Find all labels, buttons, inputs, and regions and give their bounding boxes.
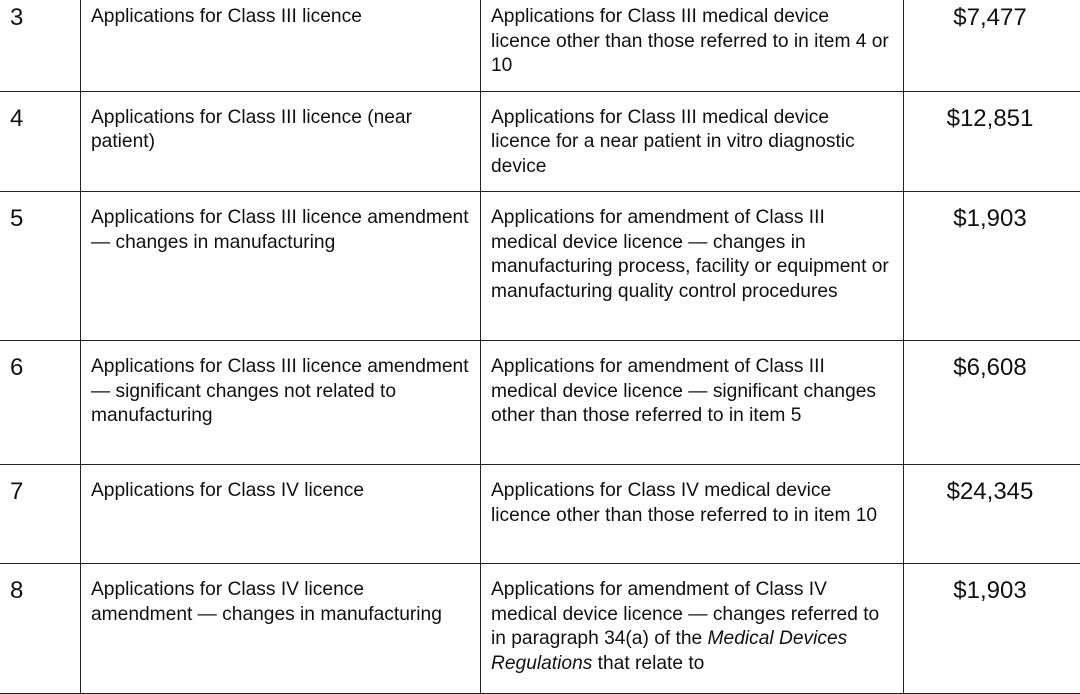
application-name: Applications for Class III licence amendment — changes in manufacturing: [81, 192, 481, 341]
table-row: [0, 564, 1080, 694]
fee-amount: $24,345: [904, 465, 1080, 564]
application-description: Applications for amendment of Class III medical device licence — significant changes other than those referred to in item 5: [481, 341, 904, 465]
application-description: Applications for Class III medical device licence for a near patient in vitro diagnostic device: [481, 91, 904, 192]
fee-amount: $7,477: [904, 0, 1080, 91]
fee-amount: $1,903: [904, 192, 1080, 341]
table-row: [0, 341, 1080, 465]
table-row: [0, 465, 1080, 564]
application-name: Applications for Class IV licence: [81, 465, 481, 564]
item-number: 7: [0, 465, 81, 564]
application-name: Applications for Class III licence amendment — significant changes not related to manufacturing: [81, 341, 481, 465]
item-number: 3: [0, 0, 81, 91]
fee-amount: $6,608: [904, 341, 1080, 465]
item-number: 5: [0, 192, 81, 341]
application-name: Applications for Class III licence: [81, 0, 481, 91]
fee-amount: $1,903: [904, 564, 1080, 694]
item-number: 4: [0, 91, 81, 192]
description-text: Applications for amendment of Class IV medical device licence — changes referred to in paragraph 34(a) of the: [491, 579, 879, 649]
item-number: 6: [0, 341, 81, 465]
item-number: 8: [0, 564, 81, 694]
application-description: Applications for amendment of Class III medical device licence — changes in manufacturing process, facility or equipment or manufacturing quality control procedures: [481, 192, 904, 341]
fee-amount: $12,851: [904, 91, 1080, 192]
regulation-title: Medical Devices Regulations: [491, 628, 847, 674]
application-name: Applications for Class III licence (near patient): [81, 91, 481, 192]
application-description: Applications for Class IV medical device licence other than those referred to in item 10: [481, 465, 904, 564]
application-description: Applications for Class III medical device licence other than those referred to in item 4 or 10: [481, 0, 904, 91]
application-name: Applications for Class IV licence amendment — changes in manufacturing: [81, 564, 481, 694]
table-row: [0, 0, 1080, 91]
application-description: [481, 564, 904, 694]
table-row: [0, 192, 1080, 341]
description-text: that relate to: [592, 653, 704, 674]
table-row: [0, 91, 1080, 192]
